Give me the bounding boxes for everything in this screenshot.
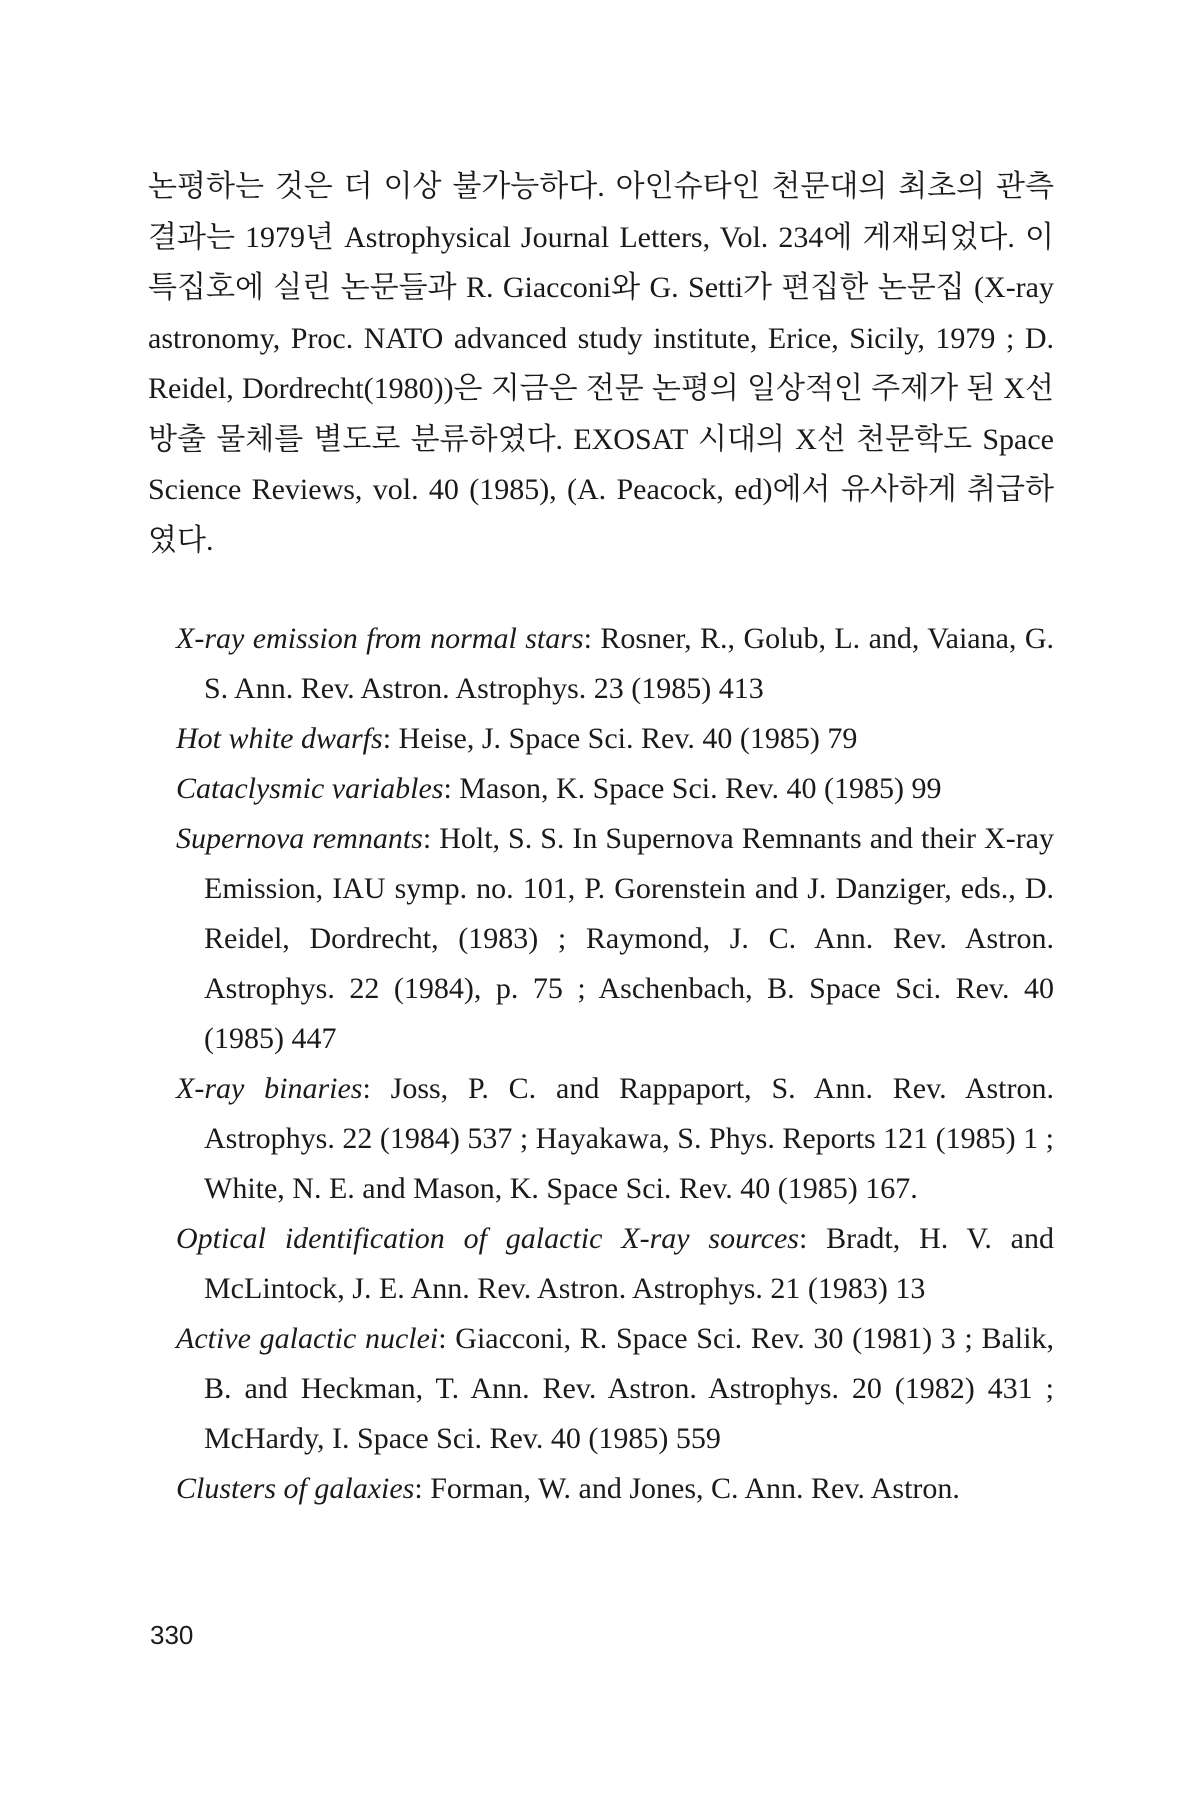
reference-topic: Hot white dwarfs xyxy=(176,722,383,755)
reference-item: Optical identification of galactic X-ray sources: Bradt, H. V. and McLintock, J. E. Ann. Rev. Astron. Astrophys. 21 (1983) 13 xyxy=(176,1222,1054,1305)
reference-citation: Forman, W. and Jones, C. Ann. Rev. Astron. xyxy=(430,1472,960,1505)
reference-citation: Giacconi, R. Space Sci. Rev. 30 (1981) 3 ; Balik, B. and Heckman, T. Ann. Rev. Astron. Astrophys. 20 (1982) 431 ; McHardy, I. Space Sci. Rev. 40 (1985) 559 xyxy=(204,1322,1054,1455)
reference-citation: Holt, S. S. In Supernova Remnants and their X-ray Emission, IAU symp. no. 101, P. Gorenstein and J. Danziger, eds., D. Reidel, Dordrecht, (1983) ; Raymond, J. C. Ann. Rev. Astron. Astrophys. 22 (1984), p. 75 ; Aschenbach, B. Space Sci. Rev. 40 (1985) 447 xyxy=(204,822,1054,1055)
reference-topic: Supernova remnants xyxy=(176,822,423,855)
reference-topic: Optical identification of galactic X-ray sources xyxy=(176,1222,799,1255)
reference-topic: Active galactic nuclei xyxy=(176,1322,439,1355)
reference-topic: X-ray emission from normal stars xyxy=(176,622,584,655)
reference-citation: Rosner, R., Golub, L. and, Vaiana, G. S. Ann. Rev. Astron. Astrophys. 23 (1985) 413 xyxy=(204,622,1054,705)
reference-citation: Mason, K. Space Sci. Rev. 40 (1985) 99 xyxy=(459,772,942,805)
reference-item: X-ray emission from normal stars: Rosner, R., Golub, L. and, Vaiana, G. S. Ann. Rev. Astron. Astrophys. 23 (1985) 413 xyxy=(176,622,1054,705)
page-body xyxy=(148,162,1054,1514)
body-paragraph: 논평하는 것은 더 이상 불가능하다. 아인슈타인 천문대의 최초의 관측 결과는 1979년 Astrophysical Journal Letters, Vol. 234에 게재되었다. 이 특집호에 실린 논문들과 R. Giacconi와 G. Setti가 편집한 논문집 (X-ray astronomy, Proc. NATO advanced study institute, Erice, Sicily, 1979 ; D. Reidel, Dordrecht(1980))은 지금은 전문 논평의 일상적인 주제가 된 X선 방출 물체를 별도로 분류하였다. EXOSAT 시대의 X선 천문학도 Space Science Reviews, vol. 40 (1985), (A. Peacock, ed)에서 유사하게 취급하였다. xyxy=(148,170,1054,557)
reference-item: Hot white dwarfs: Heise, J. Space Sci. Rev. 40 (1985) 79 xyxy=(176,722,858,755)
page-number: 330 xyxy=(150,1620,194,1650)
reference-list xyxy=(148,614,1054,1514)
reference-citation: Heise, J. Space Sci. Rev. 40 (1985) 79 xyxy=(398,722,858,755)
reference-citation: Joss, P. C. and Rappaport, S. Ann. Rev. Astron. Astrophys. 22 (1984) 537 ; Hayakawa, S. Phys. Reports 121 (1985) 1 ; White, N. E. and Mason, K. Space Sci. Rev. 40 (1985) 167. xyxy=(204,1072,1054,1205)
reference-topic: Cataclysmic variables xyxy=(176,772,444,805)
reference-citation: Bradt, H. V. and McLintock, J. E. Ann. Rev. Astron. Astrophys. 21 (1983) 13 xyxy=(204,1222,1054,1305)
reference-item: Clusters of galaxies: Forman, W. and Jones, C. Ann. Rev. Astron. xyxy=(176,1472,960,1505)
reference-topic: X-ray binaries xyxy=(176,1072,363,1105)
reference-item: Active galactic nuclei: Giacconi, R. Space Sci. Rev. 30 (1981) 3 ; Balik, B. and Heckman, T. Ann. Rev. Astron. Astrophys. 20 (1982) 431 ; McHardy, I. Space Sci. Rev. 40 (1985) 559 xyxy=(176,1322,1054,1455)
reference-item: X-ray binaries: Joss, P. C. and Rappaport, S. Ann. Rev. Astron. Astrophys. 22 (1984) 537 ; Hayakawa, S. Phys. Reports 121 (1985) 1 ; White, N. E. and Mason, K. Space Sci. Rev. 40 (1985) 167. xyxy=(176,1072,1054,1205)
reference-topic: Clusters of galaxies xyxy=(176,1472,415,1505)
reference-item: Cataclysmic variables: Mason, K. Space Sci. Rev. 40 (1985) 99 xyxy=(176,772,942,805)
reference-item: Supernova remnants: Holt, S. S. In Supernova Remnants and their X-ray Emission, IAU symp. no. 101, P. Gorenstein and J. Danziger, eds., D. Reidel, Dordrecht, (1983) ; Raymond, J. C. Ann. Rev. Astron. Astrophys. 22 (1984), p. 75 ; Aschenbach, B. Space Sci. Rev. 40 (1985) 447 xyxy=(176,822,1054,1055)
